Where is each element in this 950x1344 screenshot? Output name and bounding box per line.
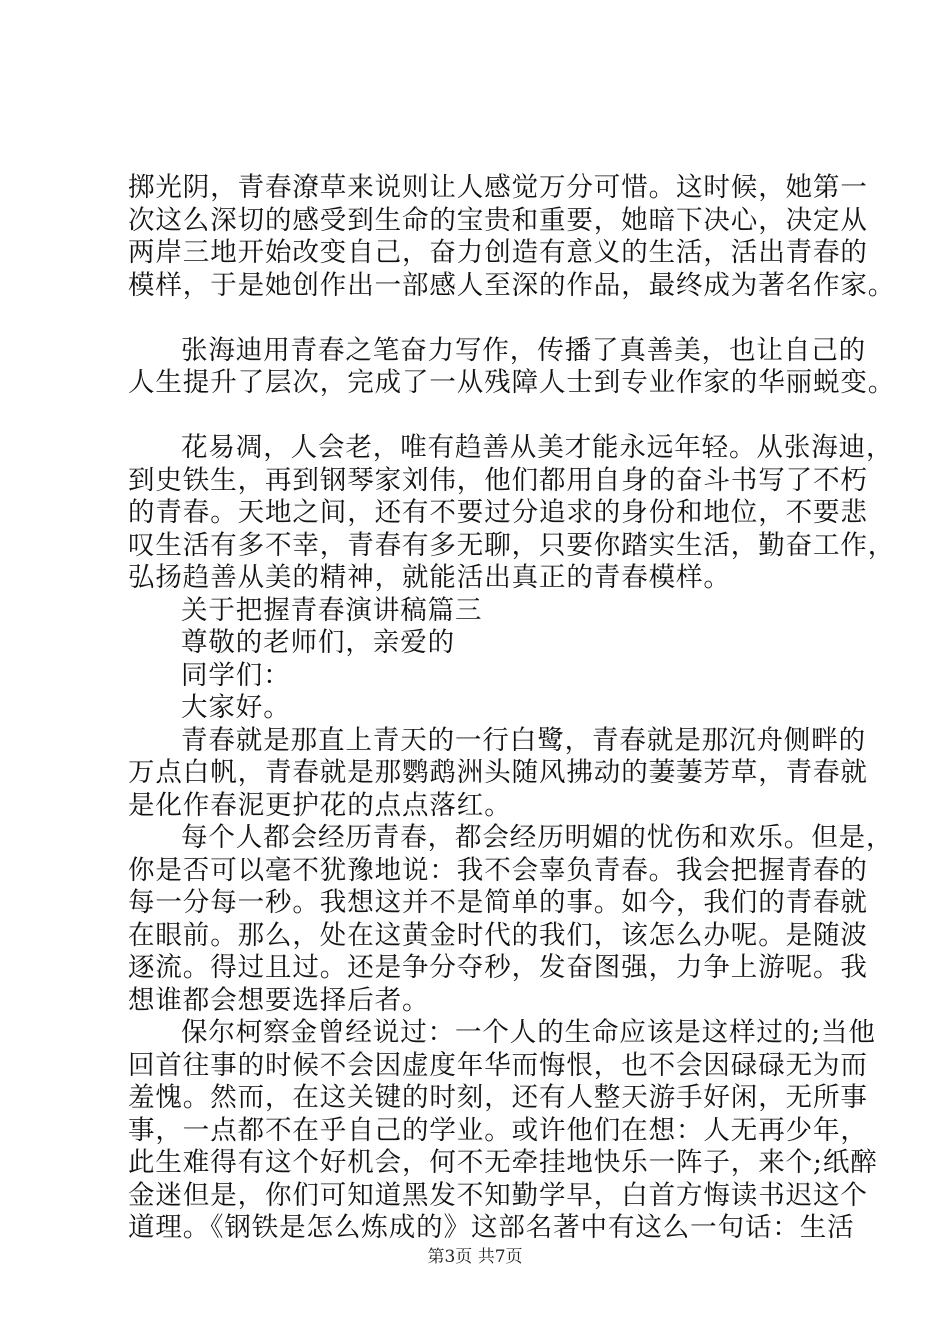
document-body (128, 172, 896, 1245)
text-line: 道理。《钢铁是怎么炼成的》这部名著中有这么一句话：生活 (128, 1212, 855, 1243)
text-line: 叹生活有多不幸，青春有多无聊，只要你踏实生活，勤奋工作， (128, 529, 896, 561)
paragraph (128, 822, 894, 1017)
page-number: 第3页 共7页 (427, 1247, 523, 1267)
text-line: 模样，于是她创作出一部感人至深的作品，最终成为著名作家。 (128, 269, 896, 301)
text-line: 到史铁生，再到钢琴家刘伟，他们都用自身的奋斗书写了不朽 (128, 464, 868, 496)
paragraph (128, 432, 896, 595)
salutation-line: 尊敬的老师们，亲爱的 (181, 627, 455, 658)
text-line: 逐流。得过且过。还是争分夺秒，发奋图强，力争上游呢。我 (128, 952, 868, 983)
text-line: 掷光阴，青春潦草来说则让人感觉万分可惜。这时候，她第一 (128, 172, 868, 203)
paragraph (128, 172, 896, 302)
text-line: 张海迪用青春之笔奋力写作，传播了真善美，也让自己的 (181, 334, 866, 366)
paragraph (128, 724, 868, 823)
page-footer (0, 1247, 950, 1267)
section-heading: 关于把握青春演讲稿篇三 (181, 594, 483, 626)
text-line: 羞愧。然而，在这关键的时刻，还有人整天游手好闲，无所事 (128, 1082, 868, 1113)
text-line: 保尔柯察金曾经说过：一个人的生命应该是这样过的;当他 (181, 1017, 876, 1048)
text-line: 青春就是那直上青天的一行白鹭，青春就是那沉舟侧畔的 (181, 724, 866, 756)
text-line: 人生提升了层次，完成了一从残障人士到专业作家的华丽蜕变。 (128, 367, 896, 398)
salutation-line: 同学们： (181, 659, 291, 691)
text-line: 的青春。天地之间，还有不要过分追求的身份和地位，不要悲 (128, 497, 868, 528)
text-line: 花易凋，人会老，唯有趋善从美才能永远年轻。从张海迪， (181, 432, 894, 463)
paragraph (128, 334, 896, 400)
text-line: 弘扬趋善从美的精神，就能活出真正的青春模样。 (128, 562, 731, 593)
text-line: 是化作春泥更护花的点点落红。 (128, 789, 512, 821)
text-line: 在眼前。那么，处在这黄金时代的我们，该怎么办呢。是随波 (128, 919, 868, 951)
text-line: 金迷但是，你们可知道黑发不知勤学早，白首方悔读书迟这个 (128, 1179, 868, 1211)
text-line: 想谁都会想要选择后者。 (128, 984, 430, 1016)
text-line: 事，一点都不在乎自己的学业。或许他们在想：人无再少年， (128, 1114, 868, 1146)
paragraph (128, 1017, 878, 1245)
text-line: 此生难得有这个好机会，何不无牵挂地快乐一阵子，来个;纸醉 (128, 1147, 878, 1178)
text-line: 两岸三地开始改变自己，奋力创造有意义的生活，活出青春的 (128, 237, 868, 268)
text-line: 万点白帆，青春就是那鹦鹉洲头随风拂动的萋萋芳草，青春就 (128, 757, 868, 788)
text-line: 你是否可以毫不犹豫地说：我不会辜负青春。我会把握青春的 (128, 854, 868, 886)
paragraph-gap (128, 302, 828, 335)
paragraph-gap (128, 400, 828, 433)
greeting-line: 大家好。 (181, 692, 291, 723)
text-line: 每一分每一秒。我想这并不是简单的事。如今，我们的青春就 (128, 887, 868, 918)
text-line: 回首往事的时候不会因虚度年华而悔恨，也不会因碌碌无为而 (128, 1049, 868, 1081)
text-line: 次这么深切的感受到生命的宝贵和重要，她暗下决心，决定从 (128, 204, 868, 236)
text-line: 每个人都会经历青春，都会经历明媚的忧伤和欢乐。但是， (181, 822, 894, 853)
